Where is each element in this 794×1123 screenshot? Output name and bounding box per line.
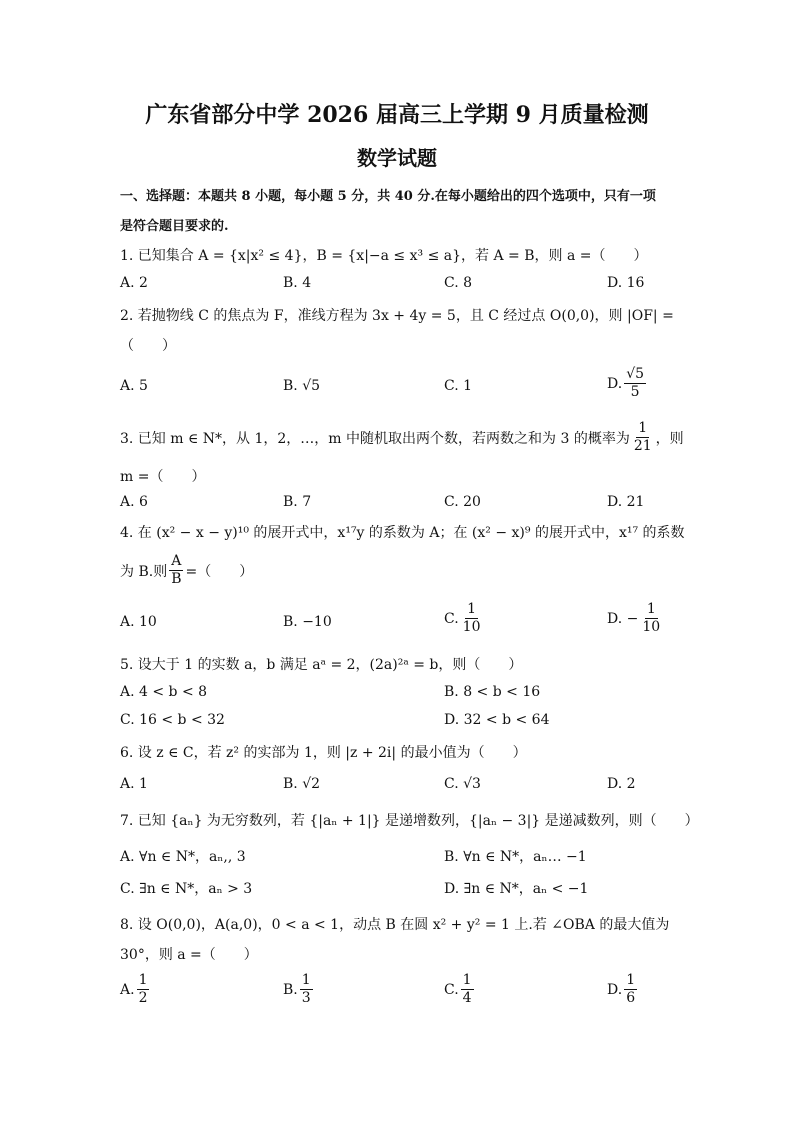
q4-option-a: A. 10: [120, 614, 157, 630]
fraction-numerator: 1: [462, 972, 472, 988]
fraction-denominator: B: [171, 571, 182, 587]
q4-option-d-label: D. −: [607, 610, 639, 627]
q8-option-c-label: C.: [444, 981, 459, 998]
q5-option-b: B. 8 < b < 16: [444, 684, 541, 700]
question-2-stem: 2. 若抛物线 C 的焦点为 F，准线方程为 3x + 4y = 5，且 C 经过点 O(0,0)，则 |OF| =: [120, 308, 674, 324]
fraction-denominator: 4: [462, 990, 472, 1006]
q3-option-b: B. 7: [283, 494, 312, 510]
fraction-denominator: 6: [626, 990, 636, 1006]
question-8-stem-cont: 30°，则 a =（ ）: [120, 947, 258, 963]
section-header-line2: 是符合题目要求的.: [120, 219, 229, 234]
q8-option-a: [120, 972, 151, 1007]
fraction-numerator: 1: [646, 601, 656, 617]
q2-option-d: [607, 366, 648, 401]
page-subtitle: 数学试题: [357, 146, 437, 170]
q4-option-d: [607, 601, 664, 636]
q2-option-b: B. √5: [283, 378, 321, 394]
fraction-denominator: 10: [462, 619, 481, 635]
fraction-numerator: A: [171, 553, 182, 569]
question-7-stem: 7. 已知 {aₙ} 为无穷数列，若 {|aₙ + 1|} 是递增数列，{|aₙ − 3|} 是递减数列，则（ ）: [120, 813, 699, 829]
q4-stem-part-a: 为 B.则: [120, 563, 168, 580]
q7-option-c: C. ∃n ∈ N*，aₙ > 3: [120, 881, 253, 897]
fraction-denominator: 21: [633, 438, 652, 454]
q3-probability-fraction: [632, 420, 654, 455]
q8-option-a-fraction: [137, 972, 150, 1007]
q8-option-d-label: D.: [607, 981, 623, 998]
q2-option-a: A. 5: [120, 378, 148, 394]
fraction-denominator: 10: [642, 619, 661, 635]
q8-option-b: [283, 972, 315, 1007]
q8-option-b-fraction: [300, 972, 313, 1007]
question-3-stem: [120, 420, 684, 455]
q3-stem-part-b: ，则: [655, 430, 684, 447]
question-4-stem: 4. 在 (x² − x − y)¹⁰ 的展开式中，x¹⁷y 的系数为 A；在 (x² − x)⁹ 的展开式中，x¹⁷ 的系数: [120, 525, 685, 541]
question-1-stem: 1. 已知集合 A = {x|x² ≤ 4}，B = {x|−a ≤ x³ ≤ a}，若 A = B，则 a =（ ）: [120, 248, 648, 264]
q6-option-b: B. √2: [283, 776, 321, 792]
q4-option-c-fraction: [461, 601, 483, 636]
q3-option-c: C. 20: [444, 494, 481, 510]
q7-option-d: D. ∃n ∈ N*，aₙ < −1: [444, 881, 589, 897]
q2-option-c: C. 1: [444, 378, 473, 394]
q3-stem-part-a: 3. 已知 m ∈ N*，从 1，2，…，m 中随机取出两个数，若两数之和为 3 的概率为: [120, 430, 630, 447]
q7-option-a: A. ∀n ∈ N*，aₙ,, 3: [120, 849, 246, 865]
q2-option-d-label: D.: [607, 375, 623, 392]
q6-option-d: D. 2: [607, 776, 636, 792]
q4-stem-part-b: =（ ）: [185, 563, 254, 580]
fraction-denominator: 2: [138, 990, 148, 1006]
q8-option-a-label: A.: [120, 981, 135, 998]
q8-option-c: [444, 972, 476, 1007]
q5-option-a: A. 4 < b < 8: [120, 684, 208, 700]
q3-option-d: D. 21: [607, 494, 645, 510]
page-title: 广东省部分中学 2026 届高三上学期 9 月质量检测: [145, 102, 649, 128]
q1-option-b: B. 4: [283, 275, 312, 291]
q2-option-d-fraction: [624, 366, 646, 401]
fraction-numerator: 1: [626, 972, 636, 988]
q3-option-a: A. 6: [120, 494, 148, 510]
fraction-numerator: 1: [638, 420, 648, 436]
q4-ratio-fraction: [169, 553, 183, 588]
section-header-line1: 一、选择题：本题共 8 小题，每小题 5 分，共 40 分.在每小题给出的四个选项中，只有一项: [120, 189, 656, 204]
q5-option-d: D. 32 < b < 64: [444, 712, 550, 728]
q1-option-d: D. 16: [607, 275, 645, 291]
fraction-numerator: 1: [301, 972, 311, 988]
fraction-numerator: 1: [467, 601, 477, 617]
question-4-stem-cont: [120, 553, 253, 588]
question-3-stem-cont: m =（ ）: [120, 469, 206, 485]
fraction-numerator: 1: [138, 972, 148, 988]
q6-option-a: A. 1: [120, 776, 148, 792]
q4-option-d-fraction: [640, 601, 662, 636]
fraction-denominator: 3: [301, 990, 311, 1006]
q8-option-b-label: B.: [283, 981, 298, 998]
q8-option-c-fraction: [461, 972, 474, 1007]
q6-option-c: C. √3: [444, 776, 481, 792]
q7-option-b: B. ∀n ∈ N*，aₙ… −1: [444, 849, 587, 865]
question-8-stem: 8. 设 O(0,0)，A(a,0)，0 < a < 1，动点 B 在圆 x² + y² = 1 上.若 ∠OBA 的最大值为: [120, 917, 670, 933]
question-5-stem: 5. 设大于 1 的实数 a，b 满足 aᵃ = 2，(2a)²ᵃ = b，则（ ）: [120, 657, 523, 673]
question-6-stem: 6. 设 z ∈ C，若 z² 的实部为 1，则 |z + 2i| 的最小值为（ ）: [120, 745, 527, 761]
q4-option-c: [444, 601, 485, 636]
q4-option-c-label: C.: [444, 610, 459, 627]
q8-option-d-fraction: [624, 972, 637, 1007]
q1-option-a: A. 2: [120, 275, 148, 291]
fraction-numerator: √5: [626, 366, 645, 382]
fraction-denominator: 5: [630, 384, 640, 400]
q8-option-d: [607, 972, 639, 1007]
q5-option-c: C. 16 < b < 32: [120, 712, 225, 728]
q4-option-b: B. −10: [283, 614, 332, 630]
question-2-stem-cont: （ ）: [120, 338, 176, 354]
q1-option-c: C. 8: [444, 275, 473, 291]
